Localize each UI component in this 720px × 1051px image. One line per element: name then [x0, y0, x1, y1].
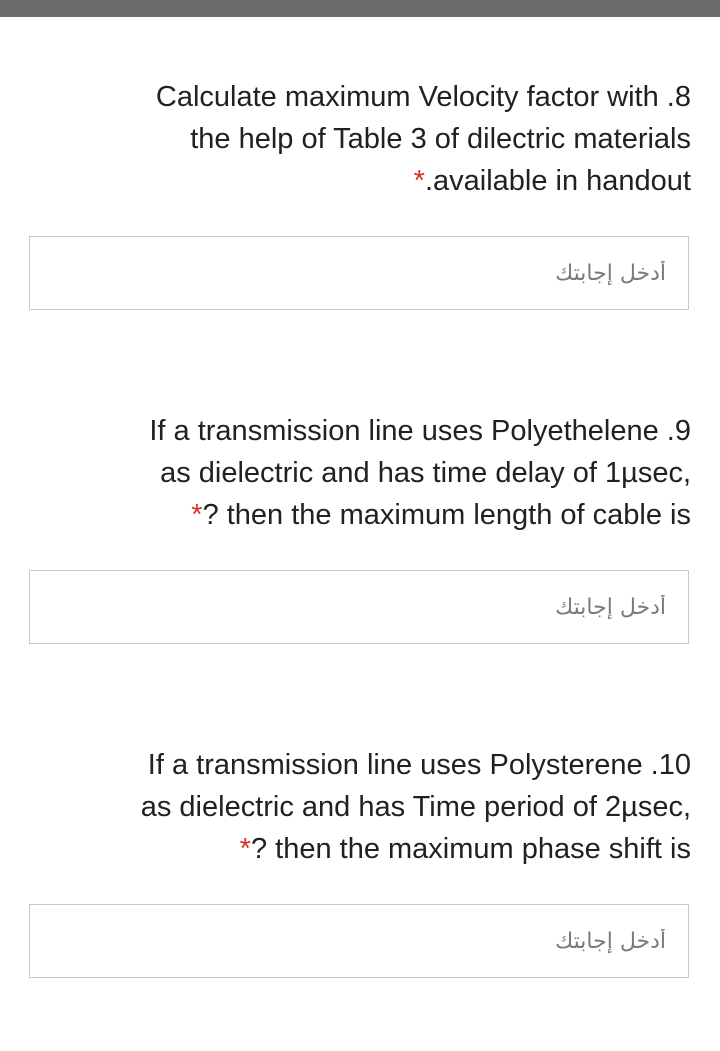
- answer-input[interactable]: [29, 236, 689, 310]
- question-text: [40, 744, 691, 870]
- question-line-text: ? then the maximum length of cable is: [202, 499, 691, 531]
- question-line: as dielectric and has Time period of 2µsec,: [140, 791, 691, 823]
- question-line-text: ? then the maximum phase shift is: [250, 833, 691, 865]
- required-asterisk: *: [239, 833, 251, 865]
- question-line: Calculate maximum Velocity factor with .8: [155, 81, 691, 113]
- question-line-last: [40, 160, 691, 202]
- question-line: If a transmission line uses Polysterene .10: [147, 749, 691, 781]
- required-asterisk: *: [413, 165, 425, 197]
- required-asterisk: *: [191, 499, 203, 531]
- question-text: [40, 410, 691, 536]
- question-line: as dielectric and has time delay of 1µsec,: [160, 457, 691, 489]
- answer-input[interactable]: [29, 904, 689, 978]
- question-line-last: [40, 494, 691, 536]
- answer-input[interactable]: [29, 570, 689, 644]
- question-line: the help of Table 3 of dilectric materials: [190, 123, 691, 155]
- top-bar: [0, 0, 720, 17]
- question-line-last: [40, 828, 691, 870]
- question-line-text: .available in handout: [424, 165, 691, 197]
- question-text: [40, 76, 691, 202]
- question-line: If a transmission line uses Polyethelene .9: [149, 415, 691, 447]
